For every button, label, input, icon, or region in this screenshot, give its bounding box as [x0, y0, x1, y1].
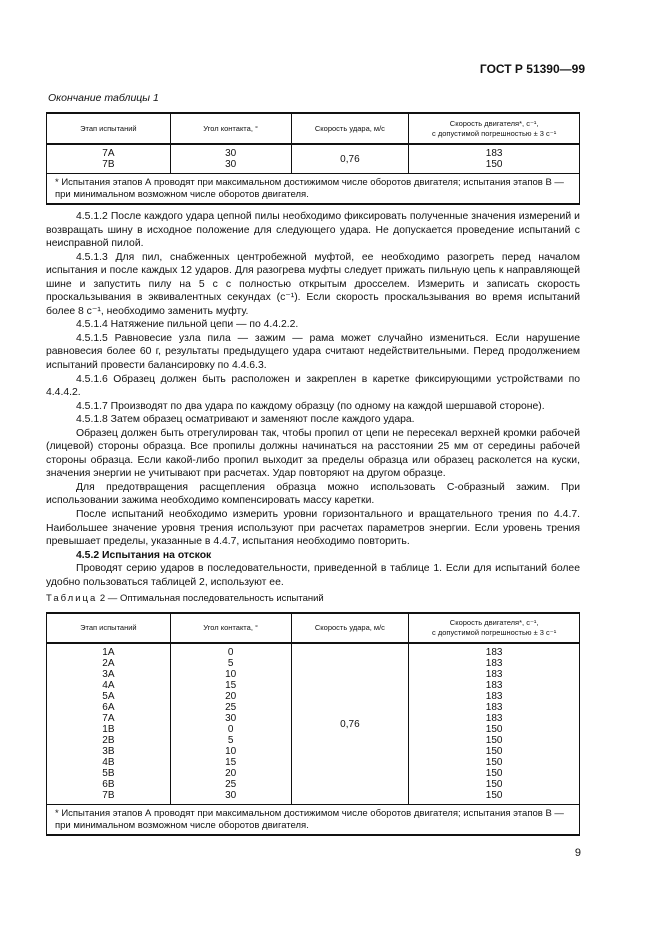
table2-caption-label: Таблица	[46, 593, 98, 604]
engine-speed-cell: 150	[409, 768, 580, 779]
stage-cell: 3В	[47, 746, 171, 757]
paragraph-specimen-adjust: Образец должен быть отрегулирован так, чтобы пропил от цепи не пересекал верхней кромки рабочей (лицевой) стороны образца. Все пропилы должны начинаться на расстоянии 25 мм от середины рабочей стороны образца. Если какой-либо пропил выходит за пределы образца или образец расколется на куски, значения энергии не учитывают при расчетах. Удар повторяют на другом образце.	[46, 427, 580, 480]
stage-cell: 6В	[47, 779, 171, 790]
angle-cell: 30	[170, 144, 291, 159]
angle-cell: 25	[170, 702, 291, 713]
angle-cell: 15	[170, 680, 291, 691]
angle-cell: 5	[170, 658, 291, 669]
table2-footnote: * Испытания этапов А проводят при максимальном достижимом числе оборотов двигателя; испытания этапов В — при минимальном возможном числе оборотов двигателя.	[47, 805, 580, 836]
angle-cell: 20	[170, 768, 291, 779]
engine-speed-cell: 183	[409, 669, 580, 680]
paragraph-4-5-1-3: 4.5.1.3 Для пил, снабженных центробежной муфтой, ее необходимо разогреть перед началом испытания и после каждых 12 ударов. Для разогрева муфты следует прижать пильную цепь к направляющей шине и запустить пилу на 5 с с полностью открытым дросселем. Измерить и записать скорость проскальзывания в эквивалентных секундах (с⁻¹). Если скорость проскальзывания во время испытаний более 8 с⁻¹, необходимо заменить муфту.	[46, 251, 580, 317]
engine-speed-cell: 150	[409, 735, 580, 746]
table2-header-rpm-line1: Скорость двигателя*, с⁻¹,	[449, 618, 539, 627]
table2-header-rpm	[409, 613, 580, 643]
stage-cell: 7В	[47, 159, 171, 174]
engine-speed-cell: 150	[409, 746, 580, 757]
stage-cell: 7А	[47, 713, 171, 724]
paragraph-4-5-1-5: 4.5.1.5 Равновесие узла пила — зажим — рама может случайно измениться. Если нарушение равновесия более 60 г, результаты предыдущего удара считают недействительными. Перед продолжением испытаний провести балансировку по 4.4.6.3.	[46, 332, 580, 372]
stage-cell: 7В	[47, 790, 171, 805]
angle-cell: 25	[170, 779, 291, 790]
engine-speed-cell: 150	[409, 757, 580, 768]
angle-cell: 30	[170, 159, 291, 174]
engine-speed-cell: 183	[409, 680, 580, 691]
table2-caption	[46, 593, 324, 604]
angle-cell: 0	[170, 643, 291, 658]
table2-body	[47, 643, 580, 805]
table1-header-rpm	[409, 113, 580, 144]
impact-speed-cell: 0,76	[291, 643, 409, 805]
table2-header-stage: Этап испытаний	[47, 613, 171, 643]
angle-cell: 10	[170, 746, 291, 757]
paragraph-4-5-1-4: 4.5.1.4 Натяжение пильной цепи — по 4.4.2.2.	[76, 319, 299, 331]
stage-cell: 2В	[47, 735, 171, 746]
table2-header-rpm-line2: с допустимой погрешностью ± 3 с⁻¹	[432, 628, 557, 637]
engine-speed-cell: 183	[409, 643, 580, 658]
table1-header-stage: Этап испытаний	[47, 113, 171, 144]
stage-cell: 6А	[47, 702, 171, 713]
impact-speed-cell: 0,76	[291, 144, 409, 174]
engine-speed-cell: 183	[409, 691, 580, 702]
angle-cell: 5	[170, 735, 291, 746]
table1-footnote: * Испытания этапов А проводят при максимальном достижимом числе оборотов двигателя; испытания этапов В — при минимальном возможном числе оборотов двигателя.	[47, 174, 580, 205]
paragraph-4-5-1-2: 4.5.1.2 После каждого удара цепной пилы необходимо фиксировать полученные значения измерений и возвращать шину в исходное положение для следующего удара. Не допускается проведение испытаний с неисправной пилой.	[46, 211, 580, 250]
page-number: 9	[574, 847, 581, 859]
engine-speed-cell: 183	[409, 658, 580, 669]
angle-cell: 10	[170, 669, 291, 680]
table1-header-rpm-line2: с допустимой погрешностью ± 3 с⁻¹	[432, 128, 557, 138]
table2-header-angle: Угол контакта, °	[170, 613, 291, 643]
stage-cell: 4А	[47, 680, 171, 691]
table1	[46, 112, 580, 205]
stage-cell: 5А	[47, 691, 171, 702]
paragraph-friction: После испытаний необходимо измерить уровни горизонтального и вращательного трения по 4.4.7. Наибольшее значение уровня трения используют при расчетах параметров энергии. Если уровень трения превышает пределы, указанные в 4.4.7, испытания необходимо повторить.	[46, 509, 580, 548]
angle-cell: 15	[170, 757, 291, 768]
engine-speed-cell: 150	[409, 724, 580, 735]
angle-cell: 0	[170, 724, 291, 735]
paragraph-4-5-1-6: 4.5.1.6 Образец должен быть расположен и закреплен в каретке фиксирующими устройствами по 4.4.4.2.	[46, 373, 580, 399]
paragraph-4-5-1-7: 4.5.1.7 Производят по два удара по каждому образцу (по одному на каждой шершавой стороне).	[76, 400, 545, 412]
stage-cell: 4В	[47, 757, 171, 768]
table2-header-speed: Скорость удара, м/с	[291, 613, 409, 643]
paragraph-4-5-1-8: 4.5.1.8 Затем образец осматривают и заменяют после каждого удара.	[76, 414, 415, 426]
engine-speed-cell: 150	[409, 779, 580, 790]
document-code: ГОСТ Р 51390—99	[479, 62, 585, 76]
engine-speed-cell: 183	[409, 713, 580, 724]
stage-cell: 1В	[47, 724, 171, 735]
angle-cell: 30	[170, 790, 291, 805]
table-row	[47, 643, 580, 658]
stage-cell: 3А	[47, 669, 171, 680]
engine-speed-cell: 183	[409, 144, 580, 159]
table2-caption-text: 2 — Оптимальная последовательность испытаний	[97, 593, 324, 604]
stage-cell: 2А	[47, 658, 171, 669]
body-text	[46, 210, 580, 589]
stage-cell: 1А	[47, 643, 171, 658]
table1-caption: Окончание таблицы 1	[48, 92, 159, 104]
table1-header-speed: Скорость удара, м/с	[291, 113, 409, 144]
table-row	[47, 144, 580, 159]
stage-cell: 5В	[47, 768, 171, 779]
engine-speed-cell: 150	[409, 790, 580, 805]
paragraph-series: Проводят серию ударов в последовательности, приведенной в таблице 1. Если для испытаний более удобно пользоваться таблицей 2, используют ее.	[46, 563, 580, 588]
table2	[46, 612, 580, 836]
engine-speed-cell: 183	[409, 702, 580, 713]
table1-header-rpm-line1: Скорость двигателя*, с⁻¹,	[449, 118, 539, 128]
paragraph-c-clamp: Для предотвращения расщепления образца можно использовать С-образный зажим. При использовании зажима необходимо компенсировать массу каретки.	[46, 481, 580, 507]
section-heading-4-5-2: 4.5.2 Испытания на отскок	[76, 549, 212, 561]
table1-header-angle: Угол контакта, °	[170, 113, 291, 144]
angle-cell: 30	[170, 713, 291, 724]
engine-speed-cell: 150	[409, 159, 580, 174]
table1-body	[47, 144, 580, 174]
angle-cell: 20	[170, 691, 291, 702]
stage-cell: 7А	[47, 144, 171, 159]
